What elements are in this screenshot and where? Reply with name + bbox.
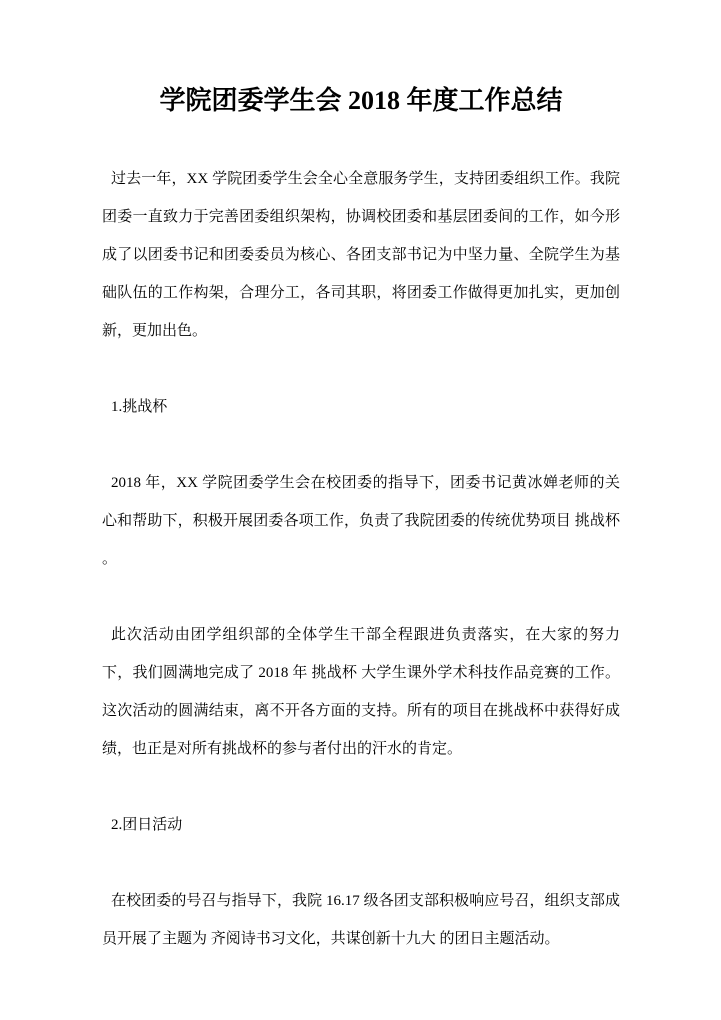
- paragraph-challenge-cup-2: 此次活动由团学组织部的全体学生干部全程跟进负责落实，在大家的努力下，我们圆满地完成了 2018 年 挑战杯 大学生课外学术科技作品竞赛的工作。这次活动的圆满结束，离不开各方面的支持。所有的项目在挑战杯中获得好成绩，也正是对所有挑战杯的参与者付出的汗水的肯定。: [102, 627, 620, 757]
- paragraph-intro: 过去一年，XX 学院团委学生会全心全意服务学生，支持团委组织工作。我院团委一直致力于完善团委组织架构，协调校团委和基层团委间的工作，如今形成了以团委书记和团委委员为核心、各团支部书记为中坚力量、全院学生为基础队伍的工作构架，合理分工，各司其职，将团委工作做得更加扎实，更加创新，更加出色。: [102, 171, 620, 339]
- document-content: [102, 0, 620, 958]
- document-title: 学院团委学生会 2018 年度工作总结: [159, 86, 563, 115]
- section-heading-challenge-cup: 1.挑战杯: [111, 399, 168, 415]
- paragraph-league-day: 在校团委的号召与指导下，我院 16.17 级各团支部积极响应号召，组织支部成员开展了主题为 齐阅诗书习文化，共谋创新十九大 的团日主题活动。: [102, 893, 620, 947]
- section-heading-league-day: 2.团日活动: [111, 817, 183, 833]
- paragraph-challenge-cup-1: 2018 年，XX 学院团委学生会在校团委的指导下，团委书记黄冰婵老师的关心和帮助下，积极开展团委各项工作，负责了我院团委的传统优势项目 挑战杯 。: [102, 475, 620, 567]
